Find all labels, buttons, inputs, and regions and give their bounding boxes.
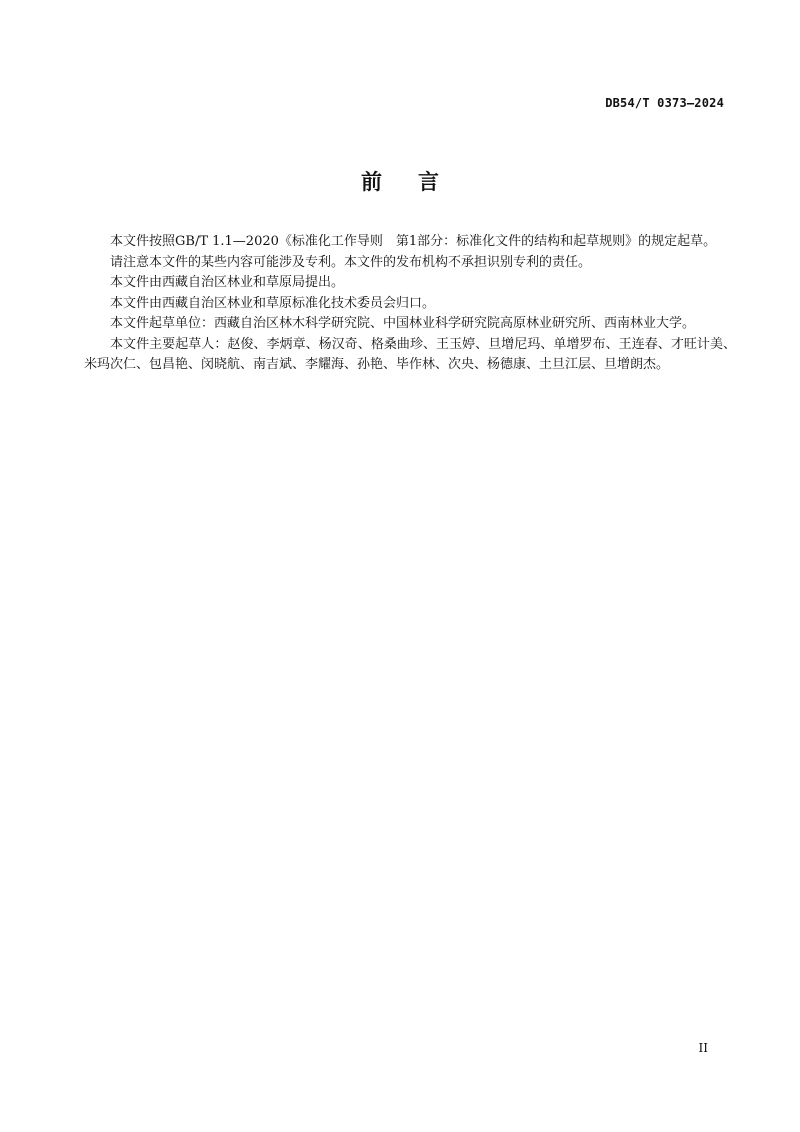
paragraph-drafting-units: 本文件起草单位：西藏自治区林木科学研究院、中国林业科学研究院高原林业研究所、西南林业大学。	[110, 316, 696, 331]
paragraph-patent-notice: 请注意本文件的某些内容可能涉及专利。本文件的发布机构不承担识别专利的责任。	[110, 254, 592, 270]
paragraph-drafting-rules: 本文件按照GB/T 1.1—2020《标准化工作导则 第1部分：标准化文件的结构和起草规则》的规定起草。	[110, 234, 717, 249]
page-number: II	[698, 1041, 708, 1055]
paragraph-proposed-by: 本文件由西藏自治区林业和草原局提出。	[110, 275, 345, 290]
paragraph-centralized-by: 本文件由西藏自治区林业和草原标准化技术委员会归口。	[110, 295, 436, 311]
paragraph-drafters: 本文件主要起草人：赵俊、李炳章、杨汉奇、格桑曲珍、王玉婷、旦增尼玛、单增罗布、王连春、才旺计美、米玛次仁、包昌艳、闵晓航、南吉斌、李耀海、孙艳、毕作林、次央、杨德康、土旦江层、旦增朗杰。	[84, 336, 736, 372]
page-title: 前言	[361, 170, 475, 194]
document-code: DB54/T 0373—2024	[605, 96, 724, 110]
foreword-body	[84, 232, 736, 376]
